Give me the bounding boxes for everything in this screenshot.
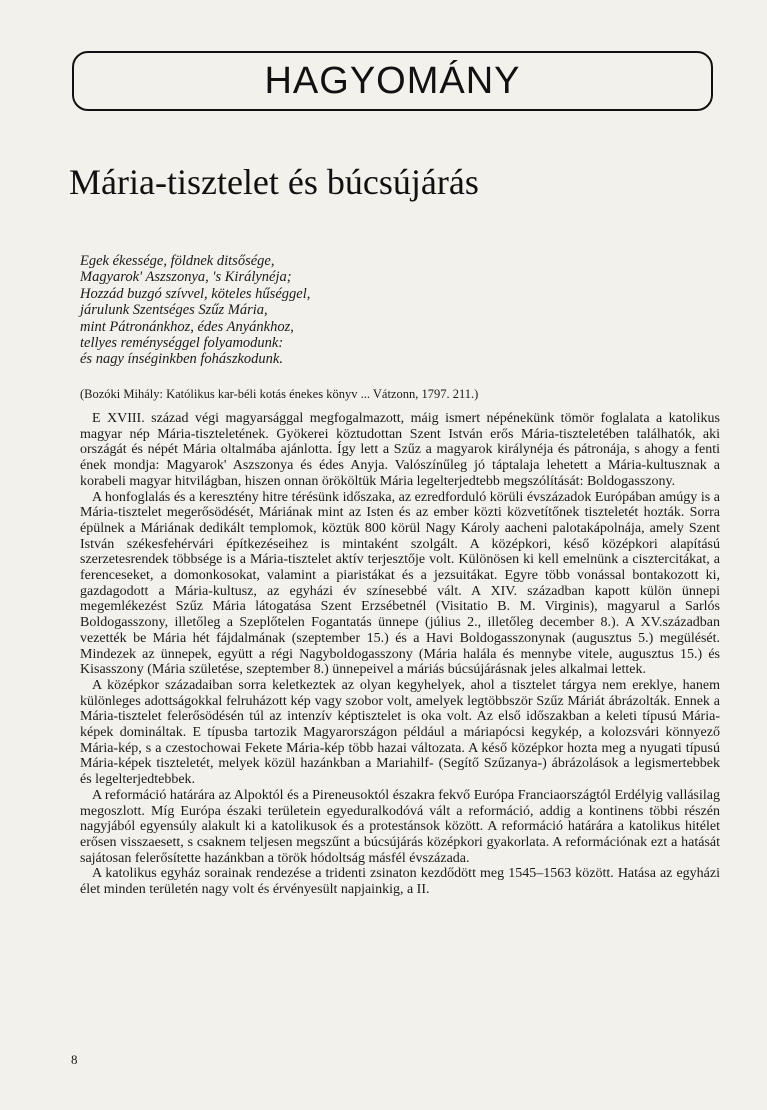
poem-line: Magyarok' Aszszonya, 's Királynéja; [80, 269, 292, 286]
body-paragraph: A katolikus egyház sorainak rendezése a tridenti zsinaton kezdődött meg 1545–1563 között. Hatása az egyházi élet minden területén nagy volt és érvényesült napjainkig, a II. [80, 866, 720, 898]
epigraph-source: (Bozóki Mihály: Katólikus kar-béli kotás énekes könyv ... Vátzonn, 1797. 211.) [80, 387, 479, 401]
poem-line: járulunk Szentséges Szűz Mária, [80, 302, 268, 319]
article-body [80, 411, 720, 898]
body-paragraph: A reformáció határára az Alpoktól és a Pireneusoktól északra fekvő Európa Franciaországtól Erdélyig vallásilag megoszlott. Míg Európa északi területein egyeduralkodóvá vált a reformáció, addig a kontinens többi részén nagyjából egyensúly alakult ki a katolikusok és a protestánsok között. A reformáció határára a katolikus hitélet erősen visszaesett, s csaknem teljesen megszűnt a búcsújárás középkori gyakorlata. A reformációnak ezt a hatását sajátosan felerősítette hazánkban a török hódoltság másfél évszázada. [80, 787, 720, 866]
poem-line: tellyes reménységgel folyamodunk: [80, 335, 284, 352]
body-paragraph: A középkor századaiban sorra keletkeztek az olyan kegyhelyek, ahol a tisztelet tárgya nem ereklye, hanem különleges adottságokkal felruházott kép vagy szobor volt, amelyek legtöbbször Szűz Máriát ábrázolták. Ennek a Mária-tisztelet felerősödésén túl az intenzív képtisztelet is oka volt. Az első időszakban a keleti típusú Mária-képek domináltak. E típusba tartozik Magyarországon például a máriapócsi kegykép, a kolozsvári könnyező Mária-kép, s a czestochowai Fekete Mária-kép több hazai változata. A késő középkor hozta meg a nyugati típusú Mária-képek tiszteletét, melyek közül hazánkban a Mariahilf- (Segítő Szűzanya-) ábrázolások a legismertebbek és legelterjedtebbek. [80, 677, 720, 788]
epigraph-poem [80, 253, 720, 368]
poem-line: mint Pátronánkhoz, édes Anyánkhoz, [80, 318, 294, 335]
poem-line: Hozzád buzgó szívvel, köteles hűséggel, [80, 285, 311, 302]
article-title: Mária-tisztelet és búcsújárás [69, 162, 479, 202]
body-paragraph: A honfoglalás és a keresztény hitre térésünk időszaka, az ezredforduló körüli évszázadok Európában amúgy is a Mária-tisztelet megerősödését, Máriának mint az Isten és az ember közti közvetítőnek tiszteletét hozták. Sorra épülnek a Máriának dedikált templomok, köztük 800 körül Nagy Károly aacheni palotakápolnája, amely Szent István székesfehérvári építkezéseihez is mintaként szolgált. A középkori, késő középkori alapítású szerzetesrendek többsége is a Mária-tisztelet aktív terjesztője volt. Különösen ki kell emelnünk a cisztercitákat, a ferenceseket, a domonkosokat, valamint a piaristákat és a jezsuitákat. Egyre több vonással bontakozott ki, gazdagodott a Mária-kultusz, az egyházi év színesebbé vált. A XIV. században kapott külön ünnepi megemlékezést Szűz Mária látogatása Szent Erzsébetnél (Visitatio B. M. Virginis), magyarul a Sarlós Boldogasszony, illetőleg a Szeplőtelen Fogantatás ünnepe (július 2., illetőleg december 8.). A XV.században vezették be Mária hét fájdalmának (szeptember 15.) és a Havi Boldogasszonynak (augusztus 5.) megülését. Mindezek az ünnepek, együtt a régi Nagyboldogasszony (Mária halála és mennybe vitele, augusztus 15.) és Kisasszony (Mária születése, szeptember 8.) ünnepeivel a máriás búcsújárásnak jeles alkalmai lettek. [80, 489, 720, 678]
poem-line: és nagy ínséginkben fohászkodunk. [80, 351, 283, 368]
poem-line: Egek ékessége, földnek ditsősége, [80, 253, 275, 269]
body-paragraph: E XVIII. század végi magyarsággal megfogalmazott, máig ismert népénekünk tömör foglalata a katolikus magyar nép Mária-tiszteletének. Gyökerei köztudottan Szent István erős Mária-tiszteletében találhatók, aki országát és népét Máriа oltalmába ajánlotta. Így lett a Szűz a magyarok királynéja és pátronája, s ahogy a fenti ének mondja: Magyarok' Aszszonya és édes Anyja. Valószínűleg jó táptalaja lehetett a Mária-kultusznak a korabeli magyar hitvilágban, hiszen onnan örököltük Mária legelterjedtebb megszólítását: Boldogasszony. [80, 411, 720, 489]
section-banner [72, 51, 713, 111]
page-number: 8 [71, 1052, 78, 1067]
section-banner-label: HAGYOMÁNY [264, 60, 521, 102]
